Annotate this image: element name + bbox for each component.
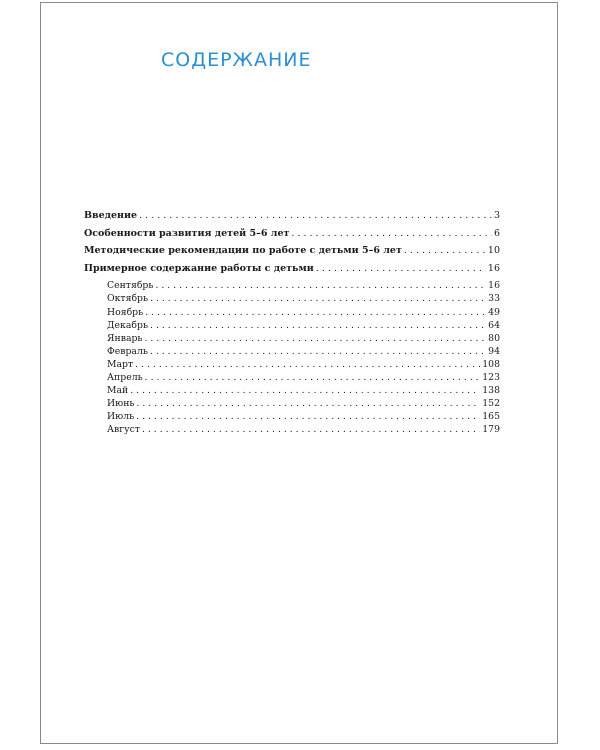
dot-leader — [316, 263, 486, 274]
toc-entry-label: Октябрь — [107, 293, 149, 305]
toc-entry-introduction[interactable] — [84, 210, 500, 228]
toc-entry-label: Январь — [107, 332, 143, 344]
toc-entry-december[interactable] — [84, 320, 500, 333]
toc-entry-label: Март — [107, 358, 134, 370]
toc-entry-label: Май — [107, 385, 129, 397]
toc-entry-may[interactable] — [84, 385, 500, 398]
toc-entry-page: 33 — [488, 293, 500, 305]
toc-entry-label: Ноябрь — [107, 306, 144, 318]
toc-entry-label: Февраль — [107, 345, 148, 357]
dot-leader — [145, 307, 486, 318]
toc-entry-sample-content[interactable] — [84, 263, 500, 281]
toc-entry-august[interactable] — [84, 424, 500, 437]
dot-leader — [150, 320, 486, 331]
toc-entry-label: Сентябрь — [107, 280, 154, 292]
toc-entry-page: 80 — [488, 332, 500, 344]
toc-entry-february[interactable] — [84, 346, 500, 359]
toc-entry-june[interactable] — [84, 398, 500, 411]
dot-leader — [139, 210, 492, 221]
dot-leader — [136, 398, 480, 409]
toc-entry-page: 49 — [488, 306, 500, 318]
toc-entry-label: Примерное содержание работы с детьми — [84, 262, 314, 274]
toc-entry-development-features[interactable] — [84, 228, 500, 246]
dot-leader — [142, 424, 480, 435]
dot-leader — [145, 372, 481, 383]
toc-entry-page: 138 — [482, 385, 500, 397]
dot-leader — [155, 280, 486, 291]
toc-entry-page: 179 — [482, 424, 500, 436]
toc-entry-january[interactable] — [84, 333, 500, 346]
toc-entry-page: 10 — [487, 245, 500, 257]
toc-entry-label: Методические рекомендации по работе с детьми 5–6 лет — [84, 245, 402, 257]
toc-entry-page: 6 — [493, 227, 500, 239]
toc-entry-label: Введение — [84, 210, 138, 221]
toc-entry-page: 64 — [488, 319, 500, 331]
toc-entry-page: 165 — [482, 411, 500, 423]
toc-entry-label: Август — [107, 424, 140, 436]
toc-entry-label: Июль — [107, 411, 135, 423]
dot-leader — [150, 346, 486, 357]
toc-entry-march[interactable] — [84, 359, 500, 372]
dot-leader — [150, 293, 486, 304]
toc-entry-page: 152 — [482, 398, 500, 410]
toc-entry-label: Апрель — [107, 372, 143, 384]
toc-entry-september[interactable] — [84, 280, 500, 293]
page-title: СОДЕРЖАНИЕ — [161, 49, 312, 71]
dot-leader — [291, 228, 492, 239]
toc-entry-page: 94 — [488, 345, 500, 357]
dot-leader — [130, 385, 480, 396]
dot-leader — [404, 245, 486, 256]
toc-entry-october[interactable] — [84, 293, 500, 306]
toc-entry-april[interactable] — [84, 372, 500, 385]
toc-entry-page: 16 — [488, 280, 500, 292]
toc-entry-page: 3 — [493, 210, 500, 221]
table-of-contents — [84, 210, 500, 438]
toc-entry-label: Июнь — [107, 398, 135, 410]
toc-entry-page: 123 — [482, 372, 500, 384]
toc-entry-label: Декабрь — [107, 319, 149, 331]
dot-leader — [136, 411, 480, 422]
toc-entry-label: Особенности развития детей 5–6 лет — [84, 227, 290, 239]
toc-entry-methodical-recommendations[interactable] — [84, 245, 500, 263]
toc-entry-july[interactable] — [84, 411, 500, 424]
toc-entry-page: 16 — [487, 262, 500, 274]
toc-entry-november[interactable] — [84, 307, 500, 320]
book-page — [40, 2, 558, 744]
dot-leader — [135, 359, 480, 370]
toc-entry-page: 108 — [482, 358, 500, 370]
dot-leader — [145, 333, 487, 344]
